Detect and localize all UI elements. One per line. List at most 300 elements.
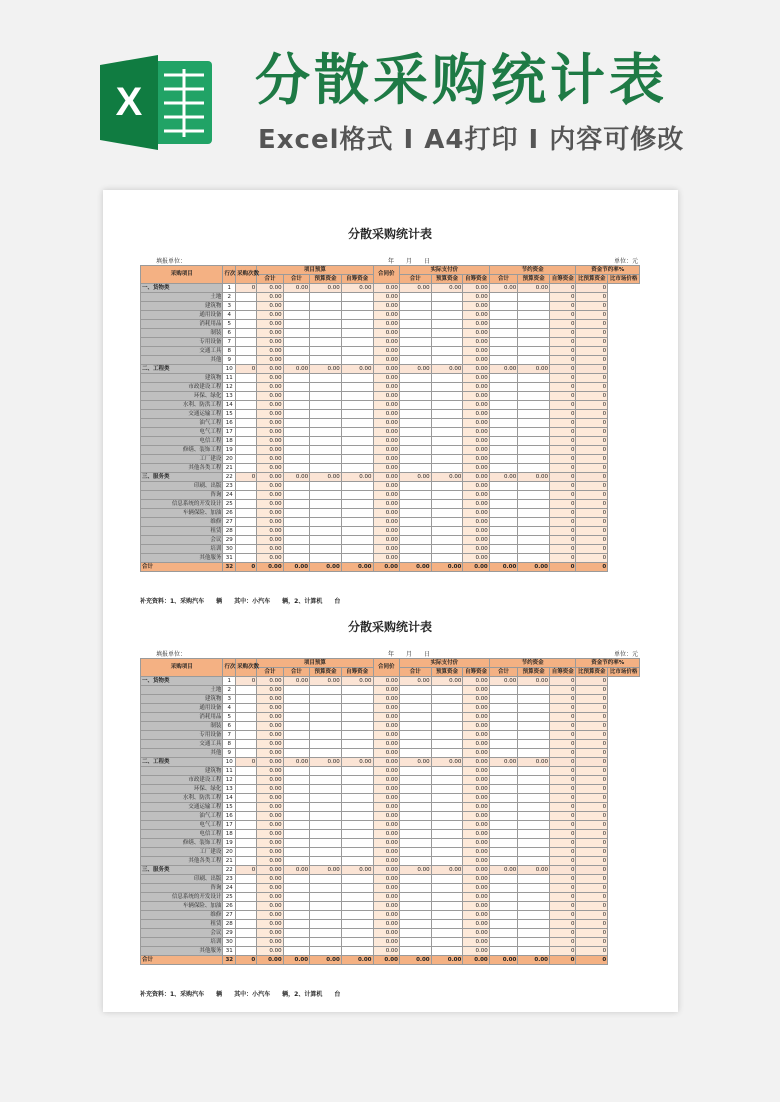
table-cell[interactable]: 0.00 (257, 356, 283, 365)
table-cell[interactable] (283, 527, 309, 536)
table-cell[interactable]: 0.00 (257, 527, 283, 536)
table-cell[interactable] (283, 482, 309, 491)
table-cell[interactable] (283, 500, 309, 509)
table-cell[interactable] (341, 893, 373, 902)
table-cell[interactable] (341, 929, 373, 938)
table-cell[interactable] (489, 518, 518, 527)
table-cell[interactable]: 0 (576, 785, 608, 794)
table-cell[interactable]: 0 (550, 500, 576, 509)
table-cell[interactable] (310, 686, 342, 695)
table-cell[interactable]: 0.00 (463, 302, 489, 311)
table-cell[interactable] (283, 428, 309, 437)
table-cell[interactable] (341, 347, 373, 356)
table-cell[interactable] (431, 857, 463, 866)
table-cell[interactable] (283, 704, 309, 713)
table-cell[interactable] (310, 830, 342, 839)
table-cell[interactable] (310, 311, 342, 320)
table-cell[interactable]: 0 (576, 428, 608, 437)
table-cell[interactable] (489, 374, 518, 383)
table-cell[interactable] (341, 848, 373, 857)
table-cell[interactable]: 0.00 (463, 686, 489, 695)
table-cell[interactable]: 0 (550, 482, 576, 491)
table-cell[interactable] (341, 776, 373, 785)
table-cell[interactable]: 0.00 (399, 284, 431, 293)
table-cell[interactable]: 0.00 (257, 740, 283, 749)
table-cell[interactable] (489, 884, 518, 893)
table-cell[interactable] (489, 947, 518, 956)
table-cell[interactable]: 0.00 (373, 374, 399, 383)
table-cell[interactable] (489, 929, 518, 938)
table-cell[interactable] (399, 713, 431, 722)
table-cell[interactable] (489, 392, 518, 401)
table-cell[interactable] (341, 731, 373, 740)
table-cell[interactable]: 0.00 (257, 500, 283, 509)
table-cell[interactable]: 0.00 (257, 830, 283, 839)
table-cell[interactable]: 0 (550, 329, 576, 338)
table-cell[interactable] (310, 302, 342, 311)
table-cell[interactable]: 0.00 (463, 920, 489, 929)
table-cell[interactable] (399, 437, 431, 446)
table-cell[interactable] (431, 293, 463, 302)
table-cell[interactable] (489, 704, 518, 713)
table-cell[interactable] (518, 884, 550, 893)
table-cell[interactable] (399, 383, 431, 392)
table-cell[interactable] (431, 554, 463, 563)
table-cell[interactable]: 0.00 (489, 473, 518, 482)
table-cell[interactable]: 0 (550, 419, 576, 428)
table-cell[interactable]: 0 (576, 302, 608, 311)
table-cell[interactable] (283, 356, 309, 365)
table-cell[interactable]: 0 (576, 848, 608, 857)
table-cell[interactable] (236, 536, 257, 545)
table-cell[interactable]: 0.00 (463, 857, 489, 866)
table-cell[interactable]: 0 (550, 428, 576, 437)
table-cell[interactable]: 0.00 (283, 866, 309, 875)
table-cell[interactable] (310, 320, 342, 329)
table-cell[interactable] (431, 785, 463, 794)
table-cell[interactable]: 0.00 (463, 437, 489, 446)
table-cell[interactable] (399, 704, 431, 713)
table-cell[interactable]: 0 (576, 320, 608, 329)
table-cell[interactable]: 0.00 (463, 767, 489, 776)
table-cell[interactable]: 0.00 (373, 446, 399, 455)
table-cell[interactable] (236, 695, 257, 704)
table-cell[interactable]: 0.00 (463, 704, 489, 713)
table-cell[interactable] (310, 722, 342, 731)
table-cell[interactable] (283, 302, 309, 311)
table-cell[interactable]: 0.00 (257, 929, 283, 938)
table-cell[interactable] (310, 347, 342, 356)
table-cell[interactable] (283, 830, 309, 839)
table-cell[interactable] (236, 911, 257, 920)
table-cell[interactable] (310, 500, 342, 509)
table-cell[interactable] (518, 695, 550, 704)
table-cell[interactable] (518, 518, 550, 527)
table-cell[interactable]: 0.00 (399, 758, 431, 767)
table-cell[interactable] (236, 455, 257, 464)
table-cell[interactable] (341, 491, 373, 500)
table-cell[interactable] (341, 713, 373, 722)
table-cell[interactable]: 0.00 (373, 839, 399, 848)
table-cell[interactable] (310, 884, 342, 893)
table-cell[interactable]: 0.00 (257, 848, 283, 857)
table-cell[interactable] (283, 293, 309, 302)
table-cell[interactable] (236, 338, 257, 347)
table-cell[interactable]: 0 (550, 704, 576, 713)
table-cell[interactable]: 0.00 (518, 473, 550, 482)
table-cell[interactable]: 0.00 (257, 911, 283, 920)
table-cell[interactable] (341, 920, 373, 929)
table-cell[interactable]: 0 (550, 758, 576, 767)
table-cell[interactable] (518, 722, 550, 731)
table-cell[interactable]: 0 (576, 311, 608, 320)
table-cell[interactable] (283, 920, 309, 929)
table-cell[interactable]: 0 (550, 722, 576, 731)
table-cell[interactable] (283, 749, 309, 758)
table-cell[interactable]: 0.00 (257, 554, 283, 563)
table-cell[interactable] (489, 428, 518, 437)
table-cell[interactable]: 0 (550, 446, 576, 455)
table-cell[interactable] (431, 338, 463, 347)
table-cell[interactable] (518, 938, 550, 947)
table-cell[interactable] (399, 356, 431, 365)
table-cell[interactable] (236, 491, 257, 500)
table-cell[interactable] (283, 821, 309, 830)
table-cell[interactable]: 0.00 (463, 731, 489, 740)
table-cell[interactable] (283, 518, 309, 527)
table-cell[interactable] (236, 803, 257, 812)
table-cell[interactable]: 0 (550, 686, 576, 695)
table-cell[interactable] (399, 455, 431, 464)
table-cell[interactable]: 0.00 (463, 356, 489, 365)
table-cell[interactable] (310, 419, 342, 428)
table-cell[interactable]: 0.00 (373, 356, 399, 365)
table-cell[interactable] (518, 509, 550, 518)
table-cell[interactable] (518, 554, 550, 563)
table-cell[interactable] (431, 893, 463, 902)
table-cell[interactable]: 0 (550, 875, 576, 884)
table-cell[interactable] (431, 713, 463, 722)
table-cell[interactable] (341, 320, 373, 329)
table-cell[interactable] (431, 848, 463, 857)
table-cell[interactable]: 0.00 (283, 473, 309, 482)
table-cell[interactable] (341, 509, 373, 518)
table-cell[interactable] (518, 482, 550, 491)
table-cell[interactable] (431, 830, 463, 839)
table-cell[interactable]: 0.00 (373, 284, 399, 293)
table-cell[interactable] (283, 893, 309, 902)
table-cell[interactable]: 0.00 (373, 545, 399, 554)
table-cell[interactable]: 0 (576, 455, 608, 464)
table-cell[interactable] (489, 401, 518, 410)
table-cell[interactable]: 0 (236, 758, 257, 767)
table-cell[interactable] (236, 830, 257, 839)
table-cell[interactable] (399, 947, 431, 956)
table-cell[interactable]: 0 (576, 929, 608, 938)
table-cell[interactable] (518, 776, 550, 785)
table-cell[interactable] (518, 740, 550, 749)
table-cell[interactable]: 0.00 (463, 749, 489, 758)
table-cell[interactable]: 0.00 (463, 329, 489, 338)
table-cell[interactable] (341, 857, 373, 866)
table-cell[interactable]: 0.00 (373, 536, 399, 545)
table-cell[interactable] (236, 947, 257, 956)
table-cell[interactable]: 0.00 (257, 749, 283, 758)
table-cell[interactable]: 0.00 (310, 758, 342, 767)
table-cell[interactable] (310, 776, 342, 785)
table-cell[interactable] (283, 911, 309, 920)
table-cell[interactable] (399, 731, 431, 740)
table-cell[interactable] (283, 731, 309, 740)
table-cell[interactable] (431, 383, 463, 392)
table-cell[interactable]: 0.00 (257, 518, 283, 527)
table-cell[interactable]: 0.00 (373, 365, 399, 374)
table-cell[interactable] (431, 401, 463, 410)
table-cell[interactable] (399, 794, 431, 803)
table-cell[interactable]: 0.00 (463, 392, 489, 401)
table-cell[interactable] (489, 338, 518, 347)
table-cell[interactable]: 0.00 (341, 866, 373, 875)
table-cell[interactable] (431, 695, 463, 704)
table-cell[interactable] (399, 293, 431, 302)
table-cell[interactable] (431, 545, 463, 554)
table-cell[interactable] (399, 938, 431, 947)
table-cell[interactable]: 0 (576, 464, 608, 473)
table-cell[interactable]: 0.00 (373, 875, 399, 884)
table-cell[interactable]: 0 (236, 365, 257, 374)
table-cell[interactable]: 0 (576, 293, 608, 302)
table-cell[interactable]: 0.00 (373, 938, 399, 947)
table-cell[interactable] (341, 410, 373, 419)
table-cell[interactable] (399, 884, 431, 893)
table-cell[interactable]: 0.00 (463, 311, 489, 320)
table-cell[interactable] (431, 410, 463, 419)
table-cell[interactable]: 0.00 (257, 947, 283, 956)
table-cell[interactable]: 0.00 (257, 731, 283, 740)
table-cell[interactable] (489, 464, 518, 473)
table-cell[interactable] (310, 911, 342, 920)
table-cell[interactable]: 0.00 (257, 455, 283, 464)
table-cell[interactable] (341, 464, 373, 473)
table-cell[interactable]: 0 (550, 785, 576, 794)
table-cell[interactable] (283, 776, 309, 785)
table-cell[interactable]: 0.00 (463, 839, 489, 848)
table-cell[interactable] (310, 929, 342, 938)
table-cell[interactable]: 0 (550, 776, 576, 785)
table-cell[interactable] (236, 749, 257, 758)
table-cell[interactable]: 0 (576, 545, 608, 554)
table-cell[interactable]: 0 (550, 518, 576, 527)
table-cell[interactable] (341, 518, 373, 527)
table-cell[interactable] (431, 491, 463, 500)
table-cell[interactable] (431, 920, 463, 929)
table-cell[interactable]: 0.00 (373, 491, 399, 500)
table-cell[interactable]: 0.00 (463, 473, 489, 482)
table-cell[interactable]: 0 (576, 740, 608, 749)
table-cell[interactable] (310, 947, 342, 956)
table-cell[interactable] (518, 500, 550, 509)
table-cell[interactable] (399, 740, 431, 749)
table-cell[interactable]: 0 (576, 911, 608, 920)
table-cell[interactable]: 0.00 (518, 284, 550, 293)
table-cell[interactable]: 0 (550, 947, 576, 956)
table-cell[interactable] (431, 392, 463, 401)
table-cell[interactable]: 0.00 (489, 866, 518, 875)
table-cell[interactable]: 0.00 (463, 947, 489, 956)
table-cell[interactable] (236, 419, 257, 428)
table-cell[interactable]: 0 (576, 554, 608, 563)
table-cell[interactable]: 0 (576, 776, 608, 785)
table-cell[interactable]: 0 (576, 677, 608, 686)
table-cell[interactable] (310, 383, 342, 392)
table-cell[interactable] (310, 329, 342, 338)
table-cell[interactable]: 0.00 (257, 938, 283, 947)
table-cell[interactable] (431, 464, 463, 473)
table-cell[interactable] (341, 803, 373, 812)
table-cell[interactable] (283, 884, 309, 893)
table-cell[interactable] (431, 740, 463, 749)
table-cell[interactable] (310, 518, 342, 527)
table-cell[interactable] (310, 902, 342, 911)
table-cell[interactable] (283, 785, 309, 794)
table-cell[interactable]: 0 (576, 812, 608, 821)
table-cell[interactable] (518, 686, 550, 695)
table-cell[interactable] (489, 311, 518, 320)
table-cell[interactable]: 0 (550, 293, 576, 302)
table-cell[interactable]: 0 (550, 713, 576, 722)
table-cell[interactable]: 0.00 (257, 722, 283, 731)
table-cell[interactable]: 0.00 (373, 455, 399, 464)
table-cell[interactable]: 0.00 (373, 902, 399, 911)
table-cell[interactable] (236, 731, 257, 740)
table-cell[interactable] (399, 554, 431, 563)
table-cell[interactable]: 0.00 (257, 893, 283, 902)
table-cell[interactable]: 0.00 (463, 464, 489, 473)
table-cell[interactable]: 0 (576, 920, 608, 929)
table-cell[interactable]: 0 (550, 338, 576, 347)
table-cell[interactable] (283, 857, 309, 866)
table-cell[interactable] (236, 767, 257, 776)
table-cell[interactable] (310, 695, 342, 704)
table-cell[interactable] (431, 428, 463, 437)
table-cell[interactable]: 0 (550, 374, 576, 383)
table-cell[interactable] (518, 347, 550, 356)
table-cell[interactable]: 0.00 (463, 284, 489, 293)
table-cell[interactable]: 0.00 (463, 446, 489, 455)
table-cell[interactable]: 0.00 (489, 365, 518, 374)
table-cell[interactable] (341, 686, 373, 695)
table-cell[interactable] (399, 776, 431, 785)
table-cell[interactable] (431, 884, 463, 893)
table-cell[interactable] (283, 329, 309, 338)
table-cell[interactable] (283, 338, 309, 347)
table-cell[interactable] (310, 374, 342, 383)
table-cell[interactable]: 0.00 (373, 311, 399, 320)
table-cell[interactable] (518, 302, 550, 311)
table-cell[interactable] (341, 536, 373, 545)
table-cell[interactable] (518, 356, 550, 365)
table-cell[interactable]: 0 (236, 677, 257, 686)
table-cell[interactable] (283, 401, 309, 410)
table-cell[interactable]: 0.00 (373, 500, 399, 509)
table-cell[interactable] (489, 821, 518, 830)
table-cell[interactable] (341, 293, 373, 302)
table-cell[interactable] (431, 329, 463, 338)
table-cell[interactable] (399, 848, 431, 857)
table-cell[interactable]: 0.00 (463, 401, 489, 410)
table-cell[interactable] (489, 767, 518, 776)
table-cell[interactable] (310, 338, 342, 347)
table-cell[interactable] (341, 401, 373, 410)
table-cell[interactable]: 0.00 (463, 821, 489, 830)
table-cell[interactable] (310, 455, 342, 464)
table-cell[interactable]: 0 (550, 740, 576, 749)
table-cell[interactable]: 0.00 (373, 857, 399, 866)
table-cell[interactable] (236, 839, 257, 848)
table-cell[interactable] (236, 740, 257, 749)
table-cell[interactable] (518, 293, 550, 302)
table-cell[interactable]: 0.00 (463, 500, 489, 509)
table-cell[interactable]: 0.00 (373, 767, 399, 776)
table-cell[interactable]: 0.00 (310, 365, 342, 374)
table-cell[interactable] (399, 767, 431, 776)
table-cell[interactable] (431, 437, 463, 446)
table-cell[interactable]: 0.00 (431, 365, 463, 374)
table-cell[interactable] (518, 527, 550, 536)
table-cell[interactable]: 0 (576, 902, 608, 911)
table-cell[interactable] (431, 821, 463, 830)
table-cell[interactable] (399, 446, 431, 455)
table-cell[interactable] (489, 509, 518, 518)
table-cell[interactable] (310, 740, 342, 749)
table-cell[interactable] (518, 893, 550, 902)
table-cell[interactable] (399, 902, 431, 911)
table-cell[interactable]: 0.00 (373, 338, 399, 347)
table-cell[interactable] (518, 848, 550, 857)
table-cell[interactable] (399, 302, 431, 311)
table-cell[interactable] (236, 929, 257, 938)
table-cell[interactable] (399, 464, 431, 473)
table-cell[interactable]: 0 (550, 830, 576, 839)
table-cell[interactable] (341, 482, 373, 491)
table-cell[interactable] (489, 482, 518, 491)
table-cell[interactable]: 0 (576, 767, 608, 776)
table-cell[interactable] (341, 554, 373, 563)
table-cell[interactable] (489, 500, 518, 509)
table-cell[interactable]: 0 (550, 473, 576, 482)
table-cell[interactable] (399, 875, 431, 884)
table-cell[interactable] (431, 803, 463, 812)
table-cell[interactable] (310, 356, 342, 365)
table-cell[interactable] (236, 329, 257, 338)
table-cell[interactable] (431, 812, 463, 821)
table-cell[interactable]: 0 (576, 857, 608, 866)
table-cell[interactable] (489, 794, 518, 803)
table-cell[interactable] (283, 812, 309, 821)
table-cell[interactable]: 0 (550, 893, 576, 902)
table-cell[interactable] (341, 785, 373, 794)
table-cell[interactable]: 0.00 (310, 473, 342, 482)
table-cell[interactable]: 0 (550, 554, 576, 563)
table-cell[interactable]: 0 (550, 911, 576, 920)
table-cell[interactable] (236, 794, 257, 803)
table-cell[interactable] (341, 446, 373, 455)
table-cell[interactable] (431, 929, 463, 938)
table-cell[interactable]: 0 (550, 866, 576, 875)
table-cell[interactable] (236, 545, 257, 554)
table-cell[interactable] (431, 902, 463, 911)
table-cell[interactable]: 0.00 (463, 902, 489, 911)
